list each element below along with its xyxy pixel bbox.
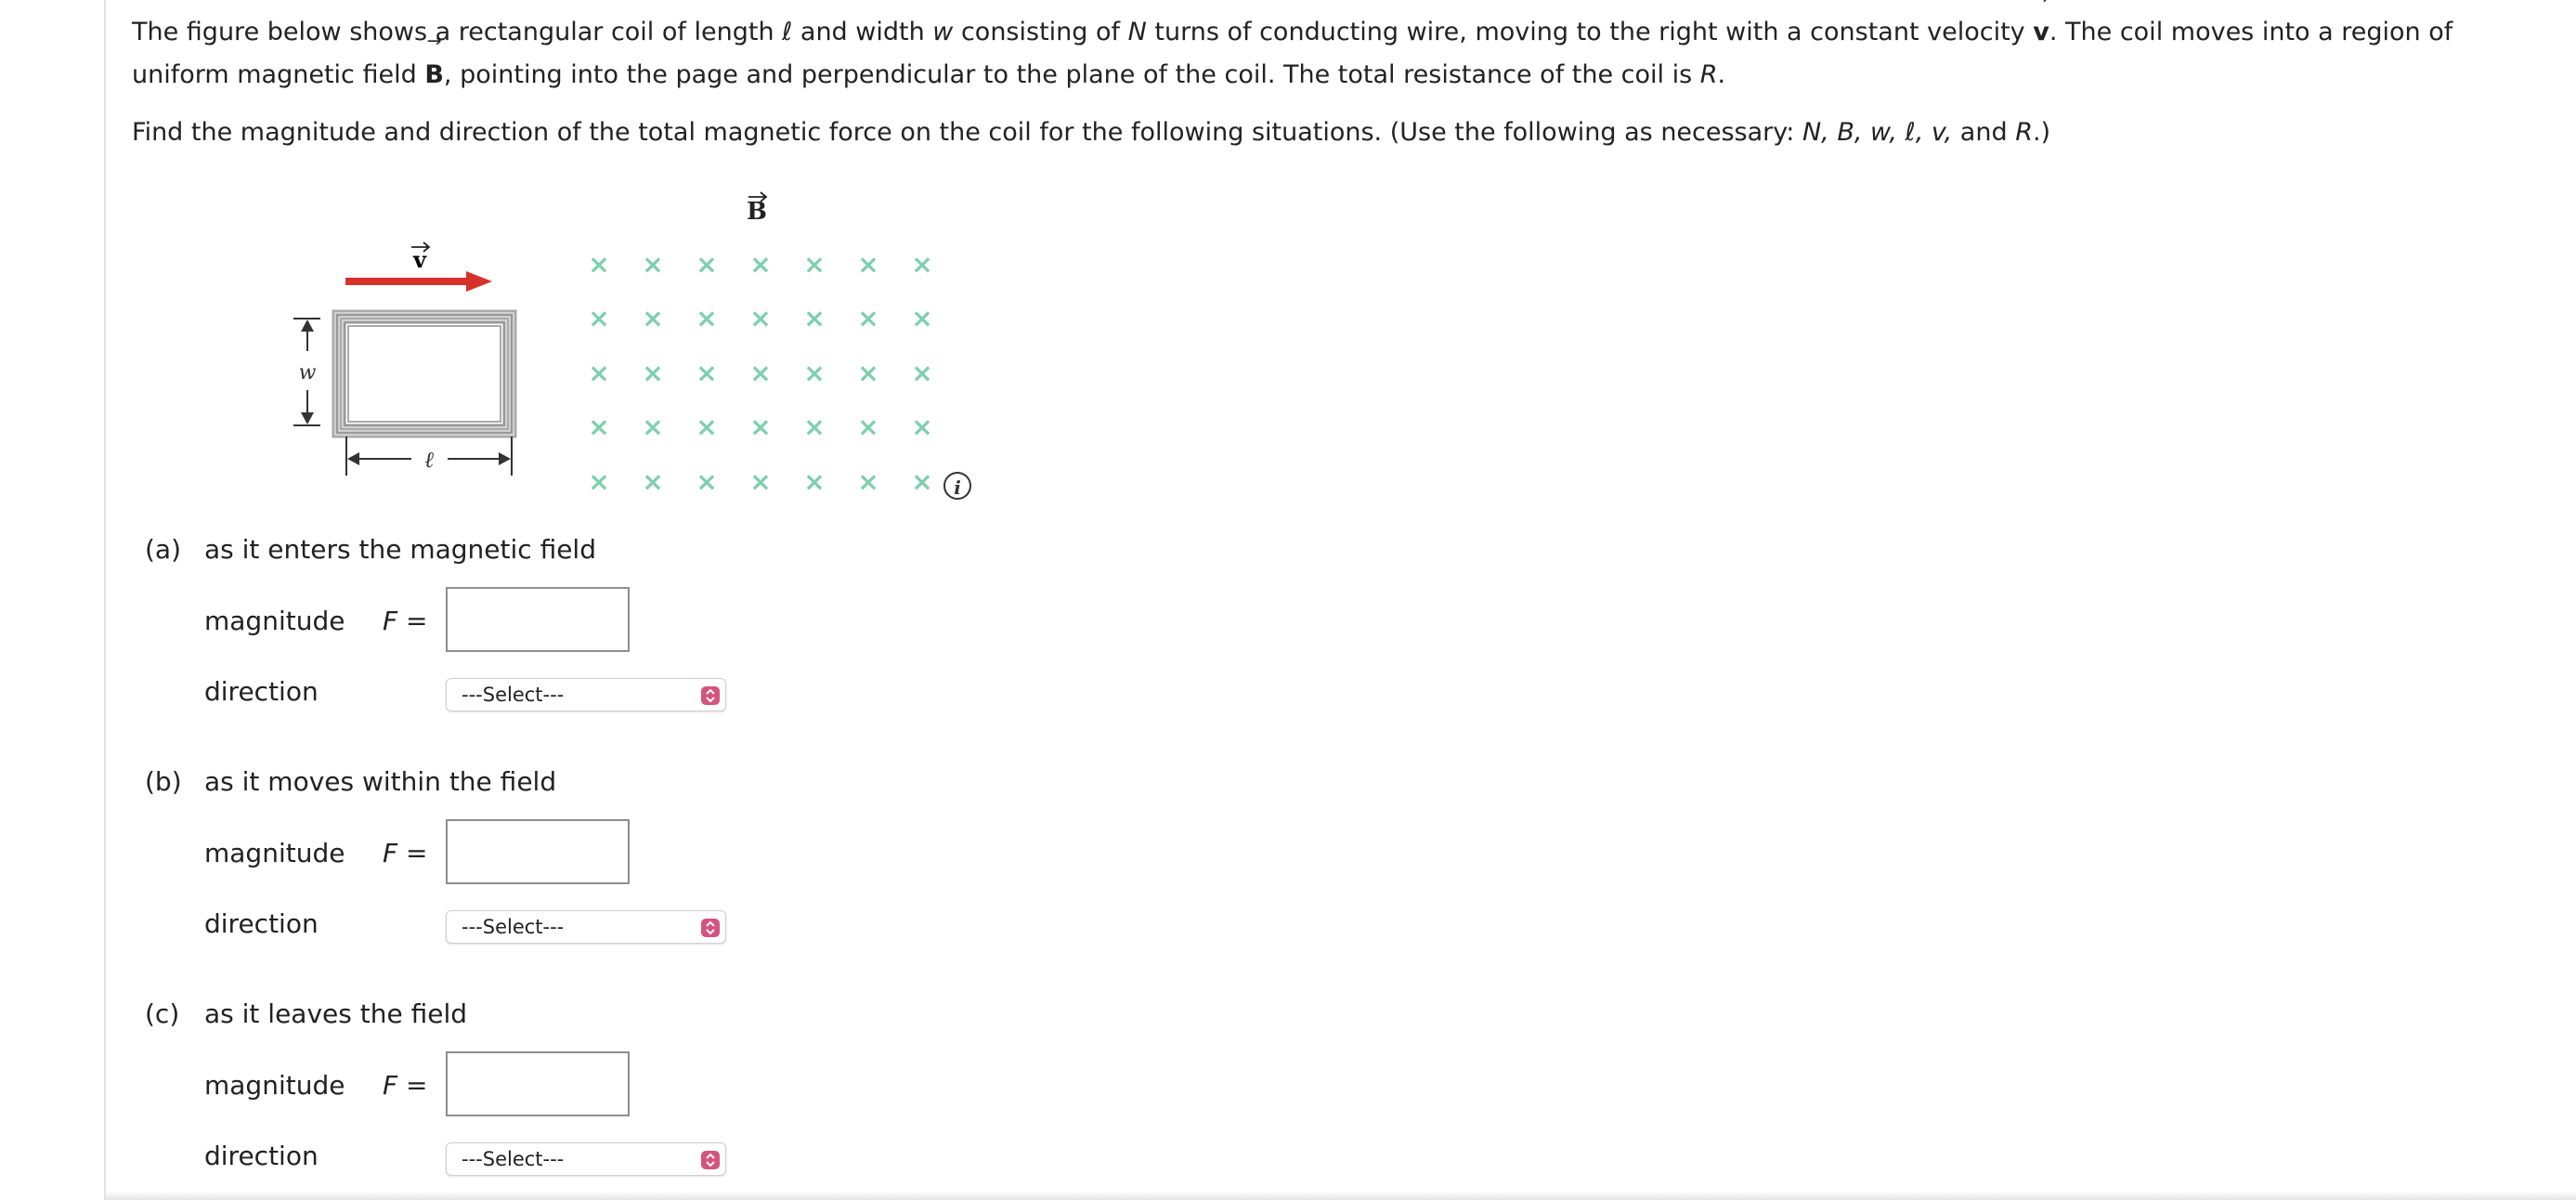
question-intro: The figure below shows a rectangular coil of length ℓ and width w consisting of N turns of conducting wire, moving to the right with a constant velocity → v. The coil moves into a region of uniform magnetic field → B, pointing into the page and perpendicular to the plane of the coil. The total resistance of the coil is R.	[132, 11, 2509, 97]
bottom-shadow	[106, 1191, 2576, 1200]
part-a-f-label: F =	[383, 606, 428, 636]
field-x-marker: ×	[642, 249, 664, 280]
field-x-marker: ×	[588, 358, 610, 388]
part-a-heading: (a) as it enters the magnetic field	[145, 534, 596, 565]
field-x-marker: ×	[642, 466, 664, 497]
part-a-direction-label: direction	[204, 676, 319, 707]
part-b-f-label: F =	[383, 838, 428, 868]
field-x-marker: ×	[588, 303, 610, 333]
width-label: w	[298, 361, 317, 385]
field-x-marker: ×	[857, 249, 879, 280]
part-b-select-value: ---Select---	[462, 916, 565, 938]
field-x-marker: ×	[696, 303, 718, 333]
field-x-marker: ×	[642, 303, 664, 333]
velocity-arrow	[345, 271, 492, 292]
part-c-direction-select[interactable]	[446, 1142, 726, 1176]
coil-figure	[279, 181, 994, 511]
part-b-magnitude-input[interactable]	[446, 819, 630, 884]
select-chevron-icon	[701, 686, 720, 705]
select-chevron-icon	[701, 919, 720, 937]
field-x-marker: ×	[803, 303, 826, 333]
part-a-magnitude-input[interactable]	[446, 587, 630, 652]
field-x-marker: ×	[911, 249, 933, 280]
magnetic-field-grid	[588, 249, 932, 497]
field-x-marker: ×	[857, 466, 879, 497]
field-x-marker: ×	[803, 466, 826, 497]
field-x-marker: ×	[749, 249, 772, 280]
field-x-marker: ×	[803, 411, 826, 442]
length-label: ℓ	[424, 447, 434, 473]
field-vector-symbol: → B	[424, 54, 444, 97]
field-x-marker: ×	[911, 303, 933, 333]
part-b-magnitude-label: magnitude	[204, 838, 345, 868]
part-b-heading: (b) as it moves within the field	[145, 766, 557, 797]
part-a-select-value: ---Select---	[462, 684, 565, 706]
velocity-label: v	[413, 246, 426, 273]
field-x-marker: ×	[749, 303, 772, 333]
field-x-marker: ×	[857, 303, 879, 333]
coil	[333, 311, 515, 437]
field-x-marker: ×	[588, 249, 610, 280]
info-icon[interactable]: i	[943, 472, 971, 500]
part-b-direction-label: direction	[204, 908, 319, 939]
field-x-marker: ×	[803, 249, 826, 280]
field-x-marker: ×	[642, 358, 664, 388]
field-x-marker: ×	[749, 411, 772, 442]
part-c-heading: (c) as it leaves the field	[145, 998, 468, 1029]
field-x-marker: ×	[696, 411, 718, 442]
part-a-magnitude-label: magnitude	[204, 606, 345, 636]
field-x-marker: ×	[588, 411, 610, 442]
question-instruction: Find the magnitude and direction of the total magnetic force on the coil for the following situations. (Use the following as necessary: N, B, w, ℓ, v, and R.)	[132, 118, 2051, 147]
field-x-marker: ×	[803, 358, 826, 388]
field-x-marker: ×	[749, 466, 772, 497]
left-divider	[104, 0, 106, 1200]
field-x-marker: ×	[588, 466, 610, 497]
field-x-marker: ×	[911, 411, 933, 442]
part-c-select-value: ---Select---	[462, 1148, 565, 1170]
part-a-direction-select[interactable]	[446, 678, 726, 711]
field-x-marker: ×	[696, 358, 718, 388]
part-c-magnitude-input[interactable]	[446, 1051, 630, 1116]
field-x-marker: ×	[911, 358, 933, 388]
field-x-marker: ×	[696, 249, 718, 280]
select-chevron-icon	[701, 1151, 720, 1169]
field-x-marker: ×	[857, 358, 879, 388]
field-x-marker: ×	[749, 358, 772, 388]
part-b-direction-select[interactable]	[446, 910, 726, 944]
field-x-marker: ×	[911, 466, 933, 497]
field-label: B	[747, 198, 767, 226]
part-c-direction-label: direction	[204, 1141, 319, 1171]
field-x-marker: ×	[642, 411, 664, 442]
field-x-marker: ×	[696, 466, 718, 497]
field-x-marker: ×	[857, 411, 879, 442]
part-c-f-label: F =	[383, 1070, 428, 1101]
part-c-magnitude-label: magnitude	[204, 1070, 345, 1101]
velocity-vector-symbol: → v	[2033, 11, 2049, 54]
